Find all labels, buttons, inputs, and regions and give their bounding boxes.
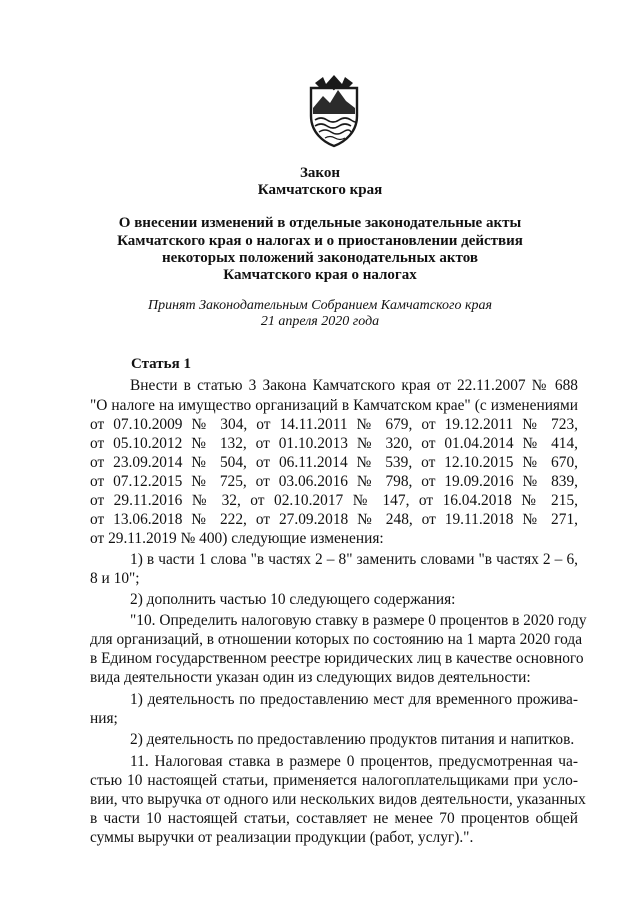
body-text-line: Внести в статью 3 Закона Камчатского края от 22.11.2007 № 688 (130, 377, 578, 394)
body-text-line: от 29.11.2019 № 400) следующие изменения: (90, 530, 384, 547)
body-text-line: от 23.09.2014 № 504, от 06.11.2014 № 539, от 12.10.2015 № 670, (90, 454, 578, 471)
body-text-line: суммы выручки от реализации продукции (работ, услуг).". (90, 829, 474, 846)
body-text-line: 2) дополнить частью 10 следующего содержания: (130, 591, 456, 608)
body-text-line: для организаций, в отношении которых по состоянию на 1 марта 2020 года (90, 631, 583, 648)
body-text-line: в Едином государственном реестре юридических лиц в качестве основного (90, 650, 584, 667)
body-text-line: вида деятельности указан один из следующих видов деятельности: (90, 669, 531, 686)
body-text-line: 8 и 10"; (90, 570, 140, 587)
adoption-date: 21 апреля 2020 года (260, 314, 380, 329)
law-heading-line: некоторых положений законодательных актов (162, 250, 478, 266)
body-text-line: ния; (90, 710, 118, 727)
body-text-line: 1) в части 1 слова "в частях 2 – 8" заменить словами "в частях 2 – 6, (130, 551, 578, 568)
body-text-line: "10. Определить налоговую ставку в размере 0 процентов в 2020 году (130, 612, 587, 629)
body-text-line: "О налоге на имущество организаций в Камчатском крае" (с изменениями (90, 397, 578, 414)
body-text-line: от 07.12.2015 № 725, от 03.06.2016 № 798, от 19.09.2016 № 839, (90, 473, 578, 490)
body-text-line: вии, что выручка от одного или нескольких видов деятельности, указанных (90, 791, 586, 808)
coat-of-arms-icon (305, 72, 363, 148)
law-title: Закон (299, 165, 340, 181)
law-heading-line: Камчатского края о налогах и о приостановлении действия (117, 233, 523, 249)
body-text-line: в части 10 настоящей статьи, составляет не менее 70 процентов общей (90, 810, 578, 827)
law-heading-line: Камчатского края о налогах (223, 267, 417, 283)
adoption-note: Принят Законодательным Собранием Камчатского края (147, 298, 493, 313)
article-heading: Статья 1 (131, 356, 191, 372)
law-region: Камчатского края (257, 182, 383, 198)
body-text-line: стью 10 настоящей статьи, применяется налогоплательщиками при усло- (90, 772, 578, 789)
body-text-line: от 05.10.2012 № 132, от 01.10.2013 № 320, от 01.04.2014 № 414, (90, 435, 578, 452)
body-text-line: 2) деятельность по предоставлению продуктов питания и напитков. (130, 731, 575, 748)
body-text-line: от 07.10.2009 № 304, от 14.11.2011 № 679, от 19.12.2011 № 723, (90, 416, 578, 433)
body-text-line: 11. Налоговая ставка в размере 0 процентов, предусмотренная ча- (130, 753, 578, 770)
body-text-line: от 29.11.2016 № 32, от 02.10.2017 № 147, от 16.04.2018 № 215, (90, 492, 578, 509)
body-text-line: от 13.06.2018 № 222, от 27.09.2018 № 248, от 19.11.2018 № 271, (90, 511, 578, 528)
body-text-line: 1) деятельность по предоставлению мест для временного прожива- (130, 691, 578, 708)
law-heading-line: О внесении изменений в отдельные законодательные акты (118, 215, 522, 231)
